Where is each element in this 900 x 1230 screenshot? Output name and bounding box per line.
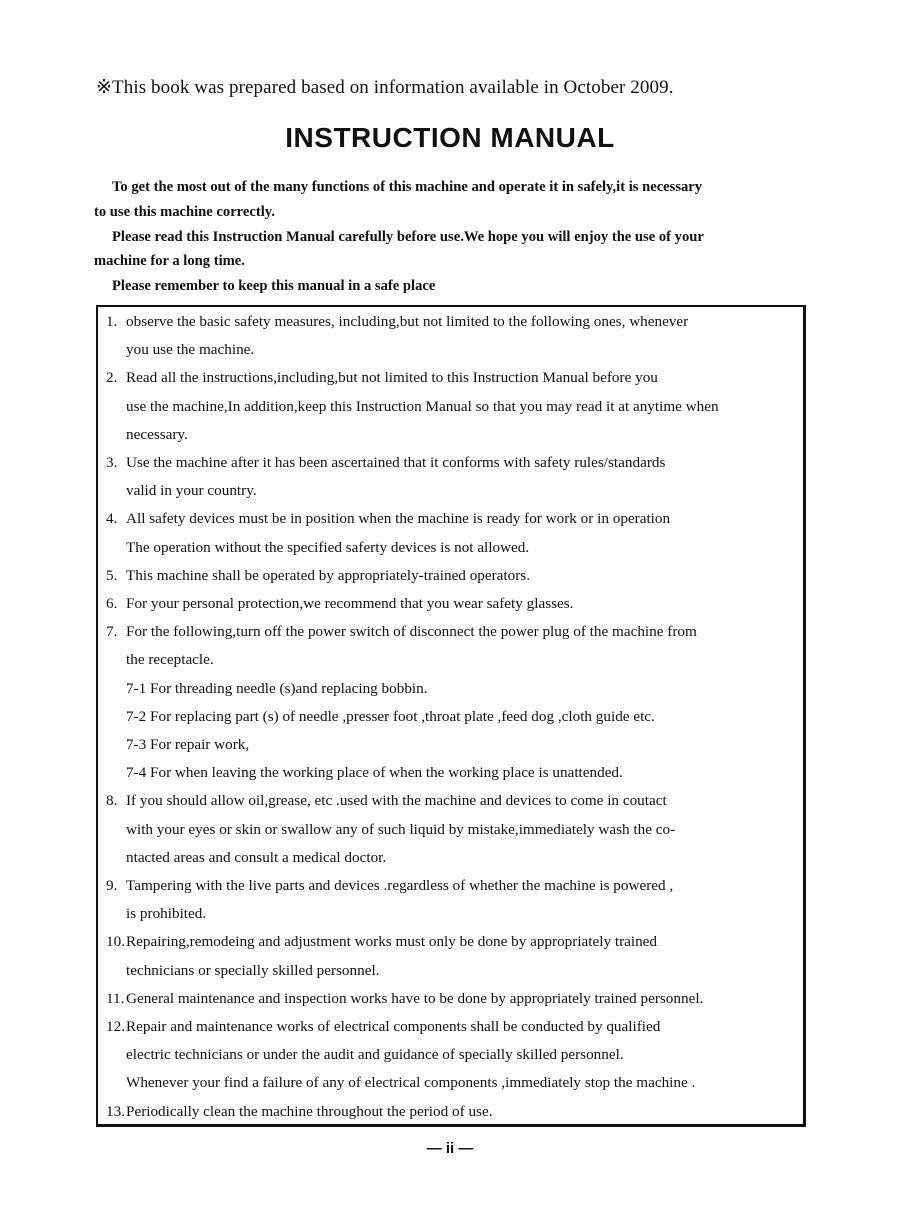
- rule-number: 13.: [106, 1102, 125, 1120]
- rule-text: [126, 505, 797, 561]
- safety-subitem: 7-4 For when leaving the working place of when the working place is unattended.: [126, 764, 623, 782]
- rule-line: with your eyes or skin or swallow any of such liquid by mistake,immediately wash the co-: [126, 820, 676, 838]
- rule-text: [126, 562, 797, 590]
- page-title: INSTRUCTION MANUAL: [285, 122, 615, 153]
- rule-number: 2.: [106, 369, 118, 387]
- safety-subitem: 7-3 For repair work,: [126, 736, 250, 753]
- rule-line: technicians or specially skilled personnel.: [126, 961, 380, 979]
- rule-text: [126, 364, 797, 449]
- safety-rule: [98, 308, 803, 364]
- rule-text: [126, 928, 797, 984]
- rule-line: Repairing,remodeing and adjustment works must only be done by appropriately trained: [126, 933, 658, 951]
- rule-line: Read all the instructions,including,but not limited to this Instruction Manual before you: [126, 369, 658, 387]
- rule-number: 3.: [106, 454, 118, 471]
- rule-line: necessary.: [126, 425, 188, 443]
- rule-line: Repair and maintenance works of electrical components shall be conducted by qualified: [126, 1018, 661, 1035]
- rule-number: 9.: [106, 877, 118, 894]
- rule-number: 11.: [106, 989, 125, 1007]
- intro-text: [94, 175, 812, 299]
- rule-line: observe the basic safety measures, including,but not limited to the following ones, whenever: [126, 313, 689, 330]
- safety-rule: [98, 562, 803, 590]
- rule-number: 8.: [106, 792, 118, 810]
- rule-text: [126, 1098, 797, 1126]
- rule-number: 4.: [106, 510, 118, 528]
- safety-subitem: 7-1 For threading needle (s)and replacing bobbin.: [126, 679, 428, 697]
- safety-subitem: 7-2 For replacing part (s) of needle ,presser foot ,throat plate ,feed dog ,cloth guide etc.: [126, 707, 655, 725]
- safety-rule: [98, 1098, 803, 1126]
- rule-line: The operation without the specified saferty devices is not allowed.: [126, 538, 530, 556]
- rule-line: Tampering with the live parts and devices .regardless of whether the machine is powered ,: [126, 877, 674, 894]
- rule-line: All safety devices must be in position when the machine is ready for work or in operation: [126, 510, 671, 528]
- rule-line: ntacted areas and consult a medical doctor.: [126, 848, 387, 866]
- rule-line: is prohibited.: [126, 905, 207, 923]
- safety-rule: [98, 618, 803, 674]
- rule-line: This machine shall be operated by appropriately-trained operators.: [126, 566, 531, 584]
- rule-number: 7.: [106, 623, 118, 641]
- intro-line: To get the most out of the many functions of this machine and operate it in safely,it is necessary: [112, 179, 703, 195]
- intro-line: Please remember to keep this manual in a safe place: [112, 278, 436, 295]
- rule-number: 1.: [106, 313, 118, 330]
- intro-line: Please read this Instruction Manual carefully before use.We hope you will enjoy the use of your: [112, 228, 704, 245]
- rule-text: [126, 985, 797, 1013]
- rule-text: [126, 787, 797, 872]
- safety-rule: [98, 590, 803, 618]
- rule-line: If you should allow oil,grease, etc .used with the machine and devices to come in coutact: [126, 792, 667, 810]
- rule-text: [126, 618, 797, 674]
- rule-line: use the machine,In addition,keep this Instruction Manual so that you may read it at anytime when: [126, 397, 719, 415]
- rule-line: For the following,turn off the power switch of disconnect the power plug of the machine from: [126, 623, 697, 641]
- rule-line: Periodically clean the machine throughout the period of use.: [126, 1102, 493, 1120]
- safety-rule: [98, 505, 803, 561]
- rule-number: 10.: [106, 933, 125, 951]
- safety-rules-box: [96, 305, 806, 1127]
- rule-number: 6.: [106, 595, 118, 612]
- page-number: — ii —: [426, 1140, 474, 1157]
- rule-line: valid in your country.: [126, 482, 257, 500]
- safety-rule: [98, 364, 803, 449]
- intro-line: machine for a long time.: [94, 253, 245, 270]
- rule-line: General maintenance and inspection works have to be done by appropriately trained personnel.: [126, 989, 704, 1007]
- rule-number: 5.: [106, 566, 118, 584]
- rule-line: Whenever your find a failure of any of electrical components ,immediately stop the machine .: [126, 1074, 696, 1092]
- rule-line: electric technicians or under the audit and guidance of specially skilled personnel.: [126, 1046, 624, 1064]
- safety-rule: [98, 787, 803, 872]
- publication-note: ※This book was prepared based on information available in October 2009.: [96, 77, 674, 98]
- rule-line: For your personal protection,we recommend that you wear safety glasses.: [126, 595, 574, 612]
- rule-line: you use the machine.: [126, 341, 255, 359]
- safety-rule: [98, 1013, 803, 1098]
- rule-text: [126, 1013, 797, 1098]
- rule-number: 12.: [106, 1018, 125, 1035]
- rule-line: the receptacle.: [126, 651, 214, 669]
- safety-rule: [98, 449, 803, 505]
- safety-rule: [98, 985, 803, 1013]
- safety-rule: [98, 928, 803, 984]
- safety-rule: [98, 872, 803, 928]
- rule-text: [126, 308, 797, 364]
- rule-text: [126, 449, 797, 505]
- rule-line: Use the machine after it has been ascertained that it conforms with safety rules/standards: [126, 454, 666, 471]
- rule-text: [126, 872, 797, 928]
- rule-text: [126, 590, 797, 618]
- intro-line: to use this machine correctly.: [94, 203, 275, 220]
